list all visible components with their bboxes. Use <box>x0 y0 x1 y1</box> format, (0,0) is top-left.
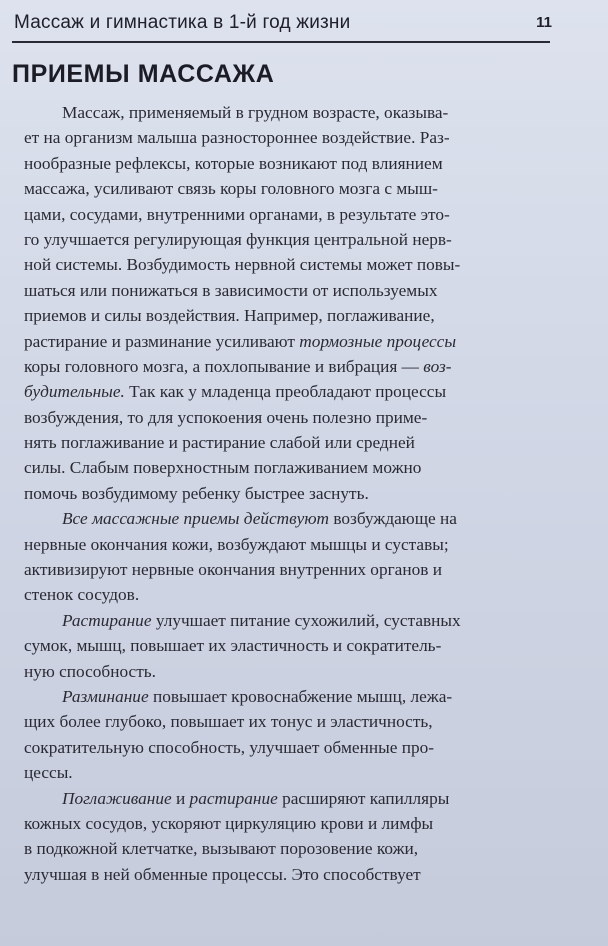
text-segment: ет на организм малыша разностороннее воздействие. Раз- <box>24 128 450 148</box>
text-segment: возбуждения, то для успокоения очень полезно приме- <box>24 407 428 427</box>
text-line <box>24 405 592 430</box>
text-line <box>24 227 592 252</box>
text-segment: коры головного мозга, а похлопывание и вибрация — <box>24 356 424 376</box>
text-line <box>24 506 592 531</box>
text-segment: го улучшается регулирующая функция центральной нерв- <box>24 229 452 249</box>
text-line <box>24 633 592 658</box>
text-segment: сумок, мышц, повышает их эластичность и сократитель- <box>24 636 442 656</box>
page-number: 11 <box>536 14 552 31</box>
text-segment: улучшает питание сухожилий, суставных <box>151 610 461 630</box>
text-line <box>24 709 592 734</box>
text-line <box>24 582 592 607</box>
text-segment: расширяют капилляры <box>277 788 450 808</box>
text-line <box>24 735 592 760</box>
text-line <box>24 430 592 455</box>
text-segment: сократительную способность, улучшает обменные про- <box>24 737 434 757</box>
text-segment: шаться или понижаться в зависимости от используемых <box>24 280 438 300</box>
text-line <box>24 684 592 709</box>
italic-term: растирание <box>189 788 278 808</box>
text-line <box>24 557 592 582</box>
text-segment: цами, сосудами, внутренними органами, в результате это- <box>24 204 450 224</box>
header-rule <box>12 41 550 43</box>
text-line <box>24 202 592 227</box>
text-line <box>24 455 592 480</box>
text-segment: силы. Слабым поверхностным поглаживанием можно <box>24 458 422 478</box>
italic-term: Все массажные приемы действуют <box>62 509 329 529</box>
text-line <box>24 329 592 354</box>
text-line <box>24 836 592 861</box>
text-line <box>24 303 592 328</box>
text-line <box>24 608 592 633</box>
italic-term: тормозные процессы <box>299 331 457 351</box>
text-segment: растирание и разминание усиливают <box>24 331 300 351</box>
text-line <box>24 176 592 201</box>
text-segment: приемов и силы воздействия. Например, поглаживание, <box>24 306 435 326</box>
text-segment: и <box>171 788 190 808</box>
text-segment: нять поглаживание и растирание слабой или средней <box>24 433 415 453</box>
text-segment: помочь возбудимому ребенку быстрее заснуть. <box>24 483 369 503</box>
text-segment: активизируют нервные окончания внутренних органов и <box>24 560 442 580</box>
text-segment: кожных сосудов, ускоряют циркуляцию крови и лимфы <box>24 813 434 833</box>
italic-term: Растирание <box>62 610 152 630</box>
text-line <box>24 811 592 836</box>
text-segment: Массаж, применяемый в грудном возрасте, оказыва- <box>62 103 449 122</box>
italic-term: воз- <box>423 356 452 376</box>
text-line <box>24 659 592 684</box>
text-segment: возбуждающе на <box>329 509 457 529</box>
text-segment: улучшая в ней обменные процессы. Это способствует <box>24 864 421 884</box>
text-segment: повышает кровоснабжение мышц, лежа- <box>148 686 453 706</box>
text-line <box>24 532 592 557</box>
text-line <box>24 760 592 785</box>
text-segment: ной системы. Возбудимость нервной системы может повы- <box>24 255 461 275</box>
text-segment: в подкожной клетчатке, вызывают порозовение кожи, <box>24 839 419 859</box>
section-heading: ПРИЕМЫ МАССАЖА <box>12 60 275 88</box>
italic-term: Разминание <box>62 686 149 706</box>
text-segment: нообразные рефлексы, которые возникают под влиянием <box>24 153 443 173</box>
text-segment: массажа, усиливают связь коры головного мозга с мыш- <box>24 179 438 199</box>
text-line <box>24 252 592 277</box>
text-segment: стенок сосудов. <box>24 585 140 605</box>
text-line <box>24 354 592 379</box>
text-segment: нервные окончания кожи, возбуждают мышцы и суставы; <box>24 534 449 554</box>
text-line <box>24 100 592 125</box>
text-line <box>24 278 592 303</box>
text-line <box>24 786 592 811</box>
text-line <box>24 481 592 506</box>
text-line <box>24 151 592 176</box>
text-line <box>24 125 592 150</box>
italic-term: будительные. <box>24 382 125 402</box>
text-segment: цессы. <box>24 763 73 783</box>
text-line <box>24 379 592 404</box>
text-line <box>24 862 592 887</box>
text-segment: ную способность. <box>24 661 156 681</box>
running-head: Массаж и гимнастика в 1-й год жизни <box>14 12 351 33</box>
body-text <box>24 100 592 887</box>
text-segment: Так как у младенца преобладают процессы <box>124 382 447 402</box>
text-segment: щих более глубоко, повышает их тонус и эластичность, <box>24 712 433 732</box>
italic-term: Поглаживание <box>62 788 172 808</box>
